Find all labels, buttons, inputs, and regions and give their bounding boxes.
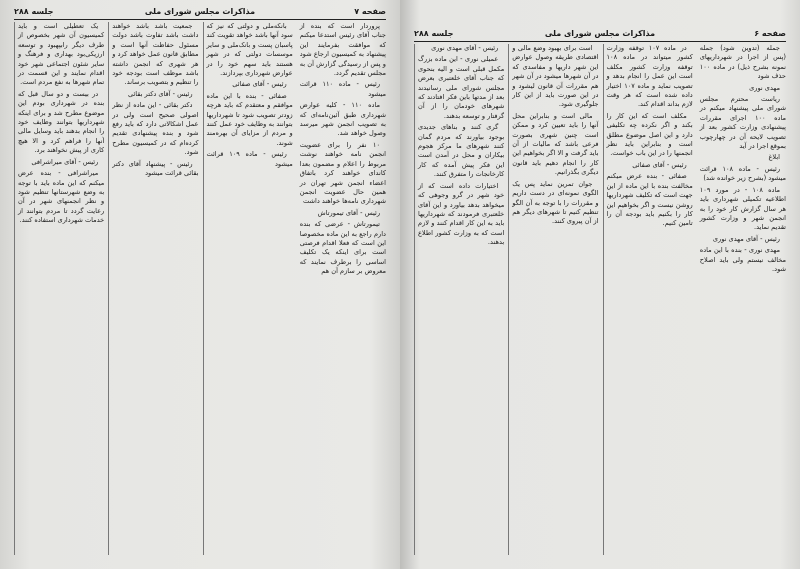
paragraph: رئیس - ماده ۱۱۰ قرائت میشود <box>299 80 386 98</box>
right-page-header <box>414 29 786 42</box>
paragraph: رئیس - آقای میراشرافی <box>31 157 99 166</box>
paragraph: ابلاغ <box>768 153 780 162</box>
page-number: صفحه ۷ <box>354 7 386 16</box>
session-number: جلسه ۲۸۸ <box>14 7 54 16</box>
paragraph: رئیس - آقای تیمورتاش <box>317 208 380 217</box>
paragraph: در ماده ۱۰۷ توقفه وزارت کشور میتواند در ماده ۱۰۸ توقفه وزارت کشور مکلف است این عمل را انجام بدهد و تصویب نماید و ماده ۱۰۷ اختیار داده شده است که هر وقت لازم بداند اقدام کند. <box>606 44 693 109</box>
paragraph: میراشرافی - بنده عرض میکنم که این ماده باید با توجه به وضع شهرستانها تنظیم شود و نظر انجمنهای شهر در آن رعایت گردد تا مردم بتوانند از خدمات شهرداری استفاده کنند. <box>18 169 105 225</box>
paragraph: مکلف است که این کار را بکند و اگر نکرده چه تکلیفی دارد و این اصل موضوع مطلق است و بنابراین باید نظر انجمنها را در این باب خواست. <box>606 111 693 158</box>
text-column <box>203 22 293 555</box>
paragraph: ۱۰ نفر را برای عضویت انجمن نامه خواهند نوشت مربوط را اعلام و مضمون بعدا کاندای خواهند کرد باتفاق اعضاء انجمن شهر تهران در همین حال عضویت انجمن شهرداری نامه‌ها خواهند داشت <box>299 140 386 206</box>
paragraph: است برای بهبود وضع مالی و اقتصادی طریقه وصول عوارض این شهر داریها و مفاسدی که در آن شهرها میشود در آن شهر هم مقررات آن قانون لیشود و در این صورت باید از این کار جلوگیری شود. <box>512 44 599 109</box>
paragraph: اختیارات داده است که از خود شهر در گرو وجوهی که میخواهد بدهد بیاورد و این آقای خلعتبری فرمودند که شهرداریها باید به این کار اقدام کنند و لازم است که به وزارت کشور اطلاع بدهند. <box>418 181 505 247</box>
paragraph: ماده ۱۱۰ - کلیه عوارض شهرداری طبق آئین‌نامه‌ای که به تصویب انجمن شهر میرسد وصول خواهد شد. <box>299 101 386 138</box>
paragraph: رئیس - آقای صفائی <box>632 160 687 169</box>
paragraph: رئیس - ماده ۱۰۹ قرائت میشود <box>206 150 293 168</box>
paragraph: رئیس - آقای مهدی نوری <box>431 44 499 52</box>
paragraph: ماده ۱۰۸ - در مورد ۱۰۹ اطلاعیه تکمیلی شهرداری باید هر سال گزارش کار خود را به انجمن شهر و وزارت کشور تقدیم نماید. <box>699 185 786 232</box>
paragraph: مهدی نوری <box>749 83 780 92</box>
text-column <box>603 44 693 555</box>
session-number: جلسه ۲۸۸ <box>414 29 454 38</box>
text-column <box>414 44 504 555</box>
text-column <box>14 22 104 555</box>
paragraph: صفائی - بنده با این ماده موافقم و معتقدم که باید هرچه زودتر تصویب شود تا شهرداریها بتوانند به وظایف خود عمل کنند و مردم از مزایای آن بهره‌مند شوند. <box>206 91 293 147</box>
paragraph: ریاست محترم مجلس شورای ملی پیشنهاد میکنم در ماده ۱۰۰ اجرای مقررات پیشنهادی وزارت کشور بعد از تصویب لایحه آن در چهارچوب بموقع اجرا در آید <box>699 95 786 151</box>
page-number: صفحه ۶ <box>754 29 786 38</box>
paragraph: جمله (تدوین شود) جمله (پس از اجرا در شهرداریهای نمونه بشرح ذیل) در ماده ۱۰۰ حذف شود <box>699 44 786 81</box>
paragraph: دکتر بقائی - این ماده از نظر اصولی صحیح است ولی در عمل اشکالاتی دارد که باید رفع شود و بنده پیشنهادی تقدیم کرده‌ام که در کمیسیون مطرح شود. <box>112 101 199 157</box>
paragraph: رئیس - آقای مهدی نوری <box>712 234 780 243</box>
left-page-columns <box>14 22 386 555</box>
paragraph: صفائی - بنده عرض میکنم مخالفت بنده با این ماده از این جهت است که تکلیف شهرداریها روشن نیست و اگر بخواهیم این کار را بکنیم باید بودجه آن را تامین کنیم. <box>606 172 693 228</box>
paragraph: جوان تمرین نماید پس یک الگوی نمونه‌ای در دست داریم و مقررات را با توجه به آن الگو تنظیم کنیم تا شهرهای دیگر هم از آن پیروی کنند. <box>512 179 599 226</box>
paragraph: در بیست و دو سال قبل که بنده در شهرداری بودم این موضوع مطرح شد و برای اینکه شهرداریها بتوانند وظایف خود را انجام بدهند باید وسایل مالی آنها را فراهم کرد و الا هیچ کاری از پیش نخواهند برد. <box>18 89 105 155</box>
text-column <box>508 44 598 555</box>
paragraph: جمعیت باشد باشد خواهند داشت باشد تفاوت باشد دولت مسئول حفاظت آنها است و مطابق قانون عمل خواهد کرد و هر شهری که انجمن داشته باشد موظف است بودجه خود را تنظیم و بتصویب برساند. <box>112 22 199 87</box>
paragraph: مهدی نوری - بنده با این ماده مخالف نیستم ولی باید اصلاح شود. <box>699 246 786 273</box>
left-page-header <box>14 7 386 20</box>
paragraph: پروردار است که بنده از جناب آقای رئیس استدعا میکنم که موافقت بفرمایند این پیشنهاد به کمیسیون ارجاع شود و پس از رسیدگی گزارش آن به مجلس تقدیم گردد. <box>299 22 386 78</box>
right-page-columns <box>414 44 786 555</box>
paragraph: رئیس - آقای صفائی <box>232 80 287 89</box>
paragraph: تیمورتاش - عرضی که بنده دارم راجع به این ماده مخصوصا این است که فعلا اقدام فرصتی است برای اینکه یک تکلیف اساسی را برطرف نمایند که معروض بر سازم آن هم <box>299 220 386 276</box>
paragraph: عمیلی نوری - این ماده بزرگ مکمل قبلی است و الیه بنحوی که جناب آقای خلعتبری بعرض مجلس شورای ملی رسانیدند بعد از مدتها باین فکر افتادند که شهرهای خودمان را از آن گرفتار و توسعه بدهند. <box>418 55 505 120</box>
text-column <box>108 22 198 555</box>
text-column <box>697 44 786 555</box>
right-newspaper-page <box>400 0 800 569</box>
paragraph: رئیس - آقای دکتر بقائی <box>127 89 193 98</box>
paragraph: بانکه‌ملی و دولتی که نیز که سود آنها باشد خواهد تقویت کند پاسبان پست و بانک‌ملی و سایر موسسات دولتی که در شهر هستند باید سهم خود را در عوارض شهرداری بپردازند. <box>206 22 293 78</box>
paragraph: مالی است و بنابراین محل آنها را باید تعیین کرد و ممکن است چنین شهری بصورت فرعی باشد که مالیات از آن باید گرفت و الا اگر بخواهیم این کار را انجام دهیم باید قانون دیگری بگذرانیم. <box>512 111 599 177</box>
paragraph: گری کنند و بناهای جدیدی بوجود بیاورند که مردم گمان کنند شهرهای ما مرکز هجوم بیکاران و محل در آمدن است این فکر پیش آمده که کار کارخانجات را متفرق کنند. <box>418 123 505 179</box>
paragraph: رئیس - ماده ۱۰۸ قرائت میشود (بشرح زیر خوانده شد) <box>699 164 786 183</box>
paragraph: یک تعطیلی است و باید کمیسیون آن شهر بخصوص از طرف دیگر رابپهبود و توسعه ارزیکی‌بود بهداری و فرهنگ و سایر شئون اجتماعی شهر خود اقدام نمایند و این قسمت در تمام شهرها به نفع مردم است. <box>18 22 105 87</box>
publication-title: مذاکرات مجلس شورای ملی <box>544 29 656 38</box>
text-column <box>297 22 386 555</box>
paragraph: رئیس - پیشنهاد آقای دکتر بقائی قرائت میشود <box>112 159 199 178</box>
publication-title: مذاکرات مجلس شورای ملی <box>144 7 256 16</box>
